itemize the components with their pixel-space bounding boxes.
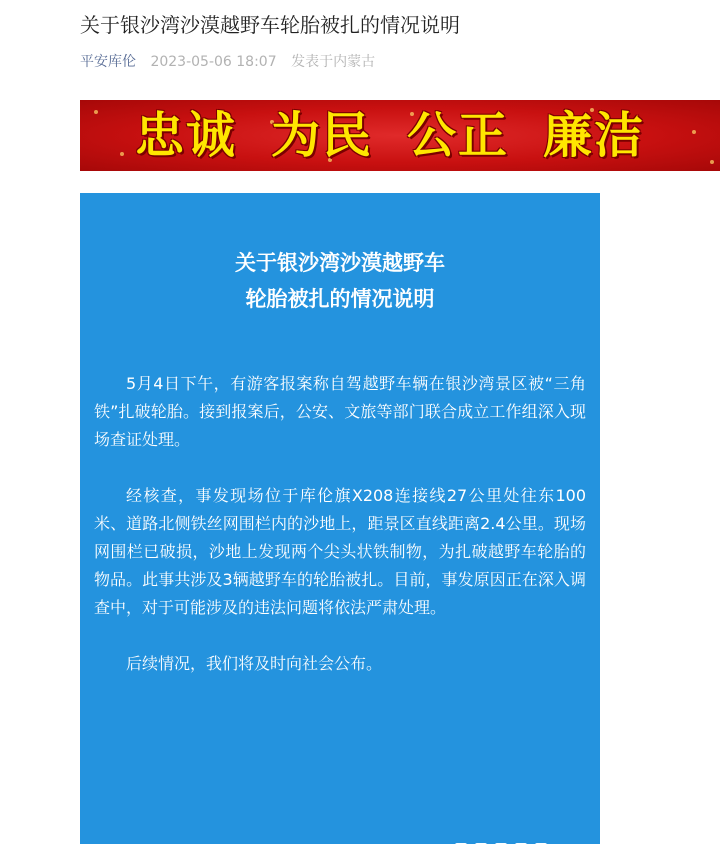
- banner-sparkle: [710, 160, 714, 164]
- slogan-text: [135, 106, 645, 166]
- article-title: 关于银沙湾沙漠越野车轮胎被扎的情况说明: [80, 13, 460, 37]
- publish-time: 2023-05-06 18:07: [150, 54, 277, 70]
- notice-body: [94, 370, 586, 706]
- article-meta: [80, 51, 375, 73]
- slogan-word: 廉洁: [543, 107, 646, 164]
- notice-title-line: 轮胎被扎的情况说明: [245, 287, 435, 311]
- notice-title: [80, 245, 600, 317]
- publish-location: 发表于内蒙古: [291, 54, 376, 70]
- slogan-banner: [80, 100, 720, 171]
- author-link[interactable]: 平安库伦: [80, 54, 136, 70]
- clipped-signature-line: [455, 840, 575, 844]
- notice-paragraph: 经核查，事发现场位于库伦旗X208连接线27公里处往东100米、道路北侧铁丝网围栏内的沙地上，距景区直线距离2.4公里。现场网围栏已破损，沙地上发现两个尖头状铁制物，为扎破越野车轮胎的物品。此事共涉及3辆越野车的轮胎被扎。目前，事发原因正在深入调查中，对于可能涉及的违法问题将依法严肃处理。: [94, 486, 586, 617]
- banner-sparkle: [94, 110, 98, 114]
- notice-title-line: 关于银沙湾沙漠越野车: [235, 251, 445, 275]
- slogan-word: 为民: [271, 107, 374, 164]
- slogan-word: 忠诚: [135, 107, 238, 164]
- notice-paragraph: 后续情况，我们将及时向社会公布。: [126, 654, 383, 673]
- notice-image: [80, 193, 600, 844]
- slogan-word: 公正: [407, 107, 510, 164]
- banner-sparkle: [120, 152, 124, 156]
- banner-sparkle: [692, 130, 696, 134]
- notice-paragraph: 5月4日下午，有游客报案称自驾越野车辆在银沙湾景区被“三角铁”扎破轮胎。接到报案后，公安、文旅等部门联合成立工作组深入现场查证处理。: [94, 374, 586, 449]
